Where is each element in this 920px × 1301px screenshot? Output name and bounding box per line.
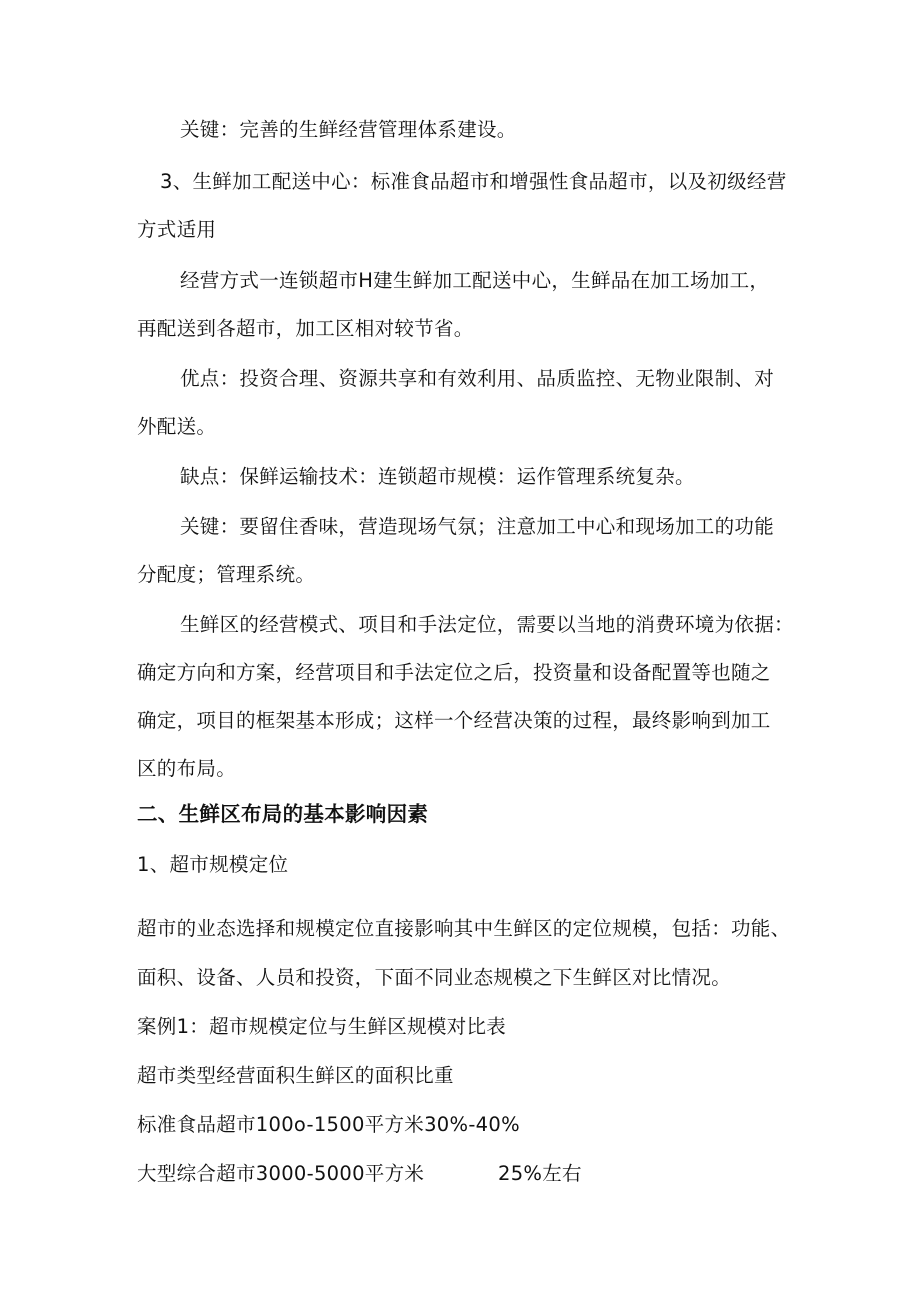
paragraph-item-3-title: 3、生鲜加工配送中心：标准食品超市和增强性食品超市，以及初级经营: [160, 170, 787, 193]
section-heading: 二、生鲜区布局的基本影响因素: [137, 802, 429, 826]
paragraph-advantages-cont: 外配送。: [137, 415, 217, 438]
table-row-standard: 标准食品超市100o-1500平方米30%-40%: [137, 1113, 520, 1136]
table-header-row: 超市类型经营面积生鲜区的面积比重: [137, 1064, 454, 1087]
paragraph-item-3-cont: 方式适用: [137, 218, 217, 241]
paragraph-disadvantages: 缺点：保鲜运输技术：连锁超市规模：运作管理系统复杂。: [180, 465, 695, 488]
subsection-heading: 1、超市规模定位: [137, 853, 289, 876]
table-row-hypermarket-share: 25%左右: [498, 1162, 582, 1185]
paragraph-key-2-cont: 分配度；管理系统。: [137, 563, 316, 586]
paragraph-scale-cont: 面积、设备、人员和投资，下面不同业态规模之下生鲜区对比情况。: [137, 966, 732, 989]
table-row-hypermarket-type: 大型综合超市3000-5000平方米: [137, 1162, 425, 1185]
paragraph-key-2: 关键：要留住香味，营造现场气氛；注意加工中心和现场加工的功能: [180, 515, 775, 538]
paragraph-advantages: 优点：投资合理、资源共享和有效利用、品质监控、无物业限制、对: [180, 367, 775, 390]
paragraph-positioning: 生鲜区的经营模式、项目和手法定位，需要以当地的消费环境为依据：: [180, 613, 794, 636]
paragraph-mode: 经营方式一连锁超市H建生鲜加工配送中心，生鲜品在加工场加工，: [180, 269, 770, 292]
paragraph-key-point: 关键：完善的生鲜经营管理体系建设。: [180, 118, 517, 141]
case-title: 案例1：超市规模定位与生鲜区规模对比表: [137, 1015, 507, 1038]
paragraph-scale: 超市的业态选择和规模定位直接影响其中生鲜区的定位规模，包括：功能、: [137, 917, 791, 940]
paragraph-positioning-cont-3: 区的布局。: [137, 757, 237, 780]
paragraph-positioning-cont-2: 确定，项目的框架基本形成；这样一个经营决策的过程，最终影响到加工: [137, 709, 771, 732]
paragraph-mode-cont: 再配送到各超市，加工区相对较节省。: [137, 317, 474, 340]
paragraph-positioning-cont-1: 确定方向和方案，经营项目和手法定位之后，投资量和设备配置等也随之: [137, 661, 771, 684]
